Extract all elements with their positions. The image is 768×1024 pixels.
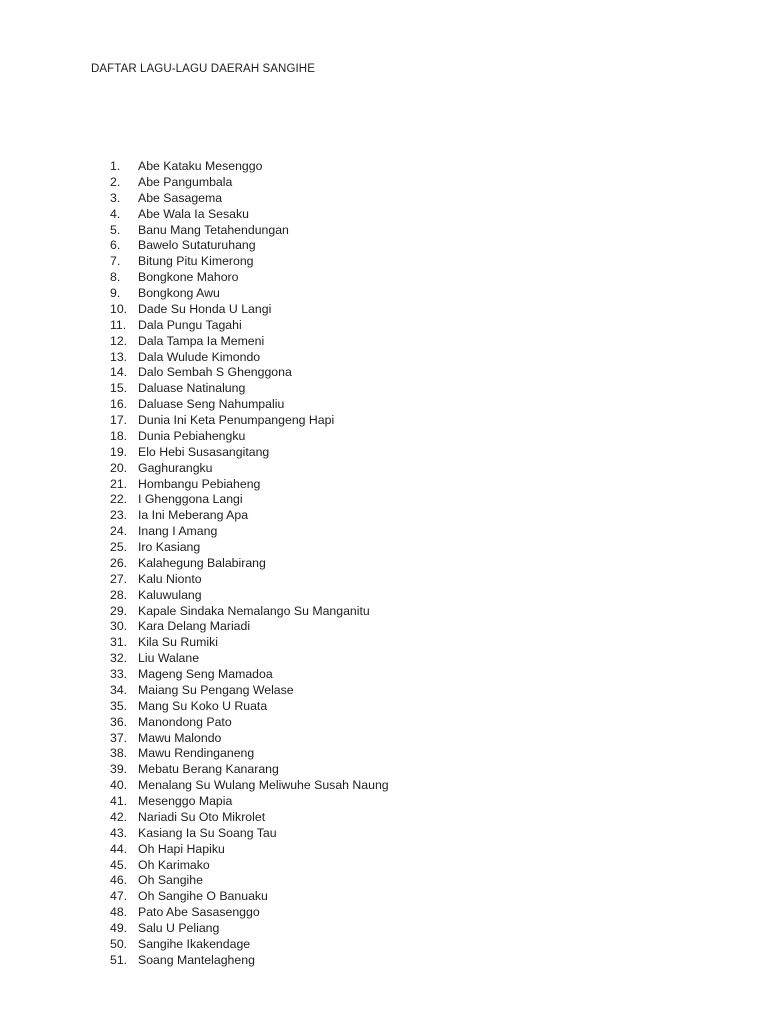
- song-title: Inang I Amang: [138, 524, 218, 539]
- list-item-number: 9.: [110, 286, 121, 300]
- list-item-number: 11.: [110, 317, 127, 332]
- list-item-number: 33.: [110, 667, 128, 681]
- song-title: Daluase Seng Nahumpaliu: [138, 397, 285, 412]
- list-item: [110, 667, 389, 683]
- list-item: [110, 889, 389, 905]
- list-item: [110, 588, 389, 604]
- song-title: Menalang Su Wulang Meliwuhe Susah Naung: [138, 778, 389, 793]
- list-item-number: 37.: [110, 730, 128, 745]
- song-title: Mesenggo Mapia: [138, 794, 233, 808]
- list-item-number: 10.: [110, 301, 128, 316]
- list-item: [110, 223, 389, 239]
- list-item-number: 13.: [110, 349, 128, 364]
- list-item-number: 23.: [110, 508, 128, 523]
- list-item-number: 44.: [110, 841, 128, 856]
- list-item: [110, 731, 389, 747]
- song-title: Soang Mantelagheng: [138, 952, 255, 967]
- song-title: Kila Su Rumiki: [138, 635, 218, 650]
- list-item: [110, 381, 389, 397]
- song-title: Abe Sasagema: [138, 190, 223, 205]
- song-title: Mawu Malondo: [138, 730, 222, 745]
- list-item-number: 8.: [110, 270, 121, 285]
- list-item-number: 14.: [110, 365, 128, 380]
- document-title: DAFTAR LAGU-LAGU DAERAH SANGIHE: [91, 63, 315, 75]
- list-item-number: 4.: [110, 206, 121, 221]
- song-title: Dunia Pebiahengku: [138, 428, 246, 443]
- list-item: [110, 302, 389, 318]
- list-item: [110, 365, 389, 381]
- list-item: [110, 477, 389, 493]
- list-item-number: 34.: [110, 682, 128, 697]
- song-title: Gaghurangku: [138, 460, 213, 475]
- song-title: Kasiang Ia Su Soang Tau: [138, 825, 277, 840]
- song-list: [110, 159, 389, 969]
- list-item: [110, 937, 389, 953]
- list-item-number: 15.: [110, 381, 128, 396]
- song-title: Oh Sangihe: [138, 873, 203, 888]
- list-item: [110, 572, 389, 588]
- list-item: [110, 445, 389, 461]
- list-item-number: 50.: [110, 936, 128, 951]
- list-item-number: 12.: [110, 333, 128, 348]
- song-title: Kaluwulang: [138, 587, 202, 602]
- list-item-number: 46.: [110, 873, 128, 888]
- song-title: Abe Wala Ia Sesaku: [138, 206, 249, 221]
- list-item: [110, 318, 389, 334]
- list-item-number: 28.: [110, 587, 128, 602]
- song-title: I Ghenggona Langi: [138, 492, 243, 507]
- list-item: [110, 842, 389, 858]
- list-item-number: 7.: [110, 254, 121, 269]
- list-item: [110, 334, 389, 350]
- list-item-number: 2.: [110, 174, 121, 189]
- list-item-number: 32.: [110, 651, 128, 666]
- list-item: [110, 492, 389, 508]
- list-item-number: 42.: [110, 809, 128, 824]
- song-title: Banu Mang Tetahendungan: [138, 222, 289, 237]
- song-title: Oh Hapi Hapiku: [138, 841, 225, 856]
- list-item: [110, 810, 389, 826]
- list-item-number: 5.: [110, 222, 121, 237]
- list-item: [110, 397, 389, 413]
- song-title: Liu Walane: [138, 651, 200, 666]
- list-item: [110, 191, 389, 207]
- list-item: [110, 683, 389, 699]
- song-title: Manondong Pato: [138, 714, 232, 729]
- list-item-number: 40.: [110, 778, 128, 793]
- list-item: [110, 207, 389, 223]
- song-title: Kapale Sindaka Nemalango Su Manganitu: [138, 603, 370, 618]
- song-title: Mang Su Koko U Ruata: [138, 698, 268, 713]
- song-title: Dade Su Honda U Langi: [138, 301, 272, 316]
- list-item-number: 45.: [110, 857, 128, 872]
- list-item-number: 18.: [110, 428, 128, 443]
- list-item-number: 29.: [110, 603, 128, 618]
- list-item-number: 48.: [110, 905, 128, 920]
- list-item-number: 35.: [110, 698, 128, 713]
- list-item-number: 6.: [110, 238, 121, 253]
- list-item: [110, 413, 389, 429]
- song-title: Bawelo Sutaturuhang: [138, 238, 256, 253]
- song-title: Maiang Su Pengang Welase: [138, 682, 294, 697]
- song-title: Ia Ini Meberang Apa: [138, 508, 249, 523]
- list-item-number: 3.: [110, 190, 121, 205]
- song-title: Bitung Pitu Kimerong: [138, 254, 254, 269]
- song-title: Kara Delang Mariadi: [138, 619, 251, 634]
- list-item-number: 49.: [110, 921, 128, 935]
- list-item: [110, 699, 389, 715]
- list-item: [110, 604, 389, 620]
- list-item-number: 1.: [110, 159, 121, 173]
- list-item: [110, 715, 389, 731]
- list-item-number: 30.: [110, 619, 128, 634]
- list-item-number: 27.: [110, 571, 128, 586]
- list-item: [110, 921, 389, 937]
- list-item: [110, 175, 389, 191]
- song-title: Pato Abe Sasasenggo: [138, 905, 260, 920]
- list-item: [110, 540, 389, 556]
- list-item-number: 51.: [110, 952, 128, 967]
- song-title: Bongkone Mahoro: [138, 270, 239, 285]
- list-item-number: 43.: [110, 825, 128, 840]
- list-item: [110, 762, 389, 778]
- list-item-number: 22.: [110, 492, 128, 507]
- list-item-number: 16.: [110, 397, 128, 412]
- list-item: [110, 635, 389, 651]
- list-item-number: 20.: [110, 460, 128, 475]
- song-title: Dala Wulude Kimondo: [138, 349, 261, 364]
- list-item: [110, 270, 389, 286]
- list-item: [110, 556, 389, 572]
- list-item: [110, 826, 389, 842]
- song-title: Dalo Sembah S Ghenggona: [138, 365, 292, 380]
- list-item: [110, 651, 389, 667]
- list-item: [110, 524, 389, 540]
- list-item: [110, 429, 389, 445]
- song-title: Oh Sangihe O Banuaku: [138, 889, 268, 904]
- list-item-number: 25.: [110, 540, 128, 554]
- song-title: Elo Hebi Susasangitang: [138, 444, 270, 459]
- song-title: Abe Pangumbala: [138, 174, 233, 189]
- list-item: [110, 778, 389, 794]
- song-title: Nariadi Su Oto Mikrolet: [138, 809, 266, 824]
- list-item: [110, 858, 389, 874]
- list-item: [110, 508, 389, 524]
- list-item-number: 36.: [110, 714, 128, 729]
- list-item-number: 21.: [110, 476, 128, 491]
- list-item: [110, 238, 389, 254]
- list-item: [110, 873, 389, 889]
- song-title: Sangihe Ikakendage: [138, 936, 251, 951]
- list-item-number: 39.: [110, 762, 128, 777]
- list-item: [110, 350, 389, 366]
- song-title: Mawu Rendinganeng: [138, 746, 255, 761]
- list-item: [110, 794, 389, 810]
- list-item-number: 17.: [110, 413, 128, 427]
- song-title: Oh Karimako: [138, 857, 210, 872]
- song-title: Iro Kasiang: [138, 540, 201, 554]
- song-title: Abe Kataku Mesenggo: [138, 159, 263, 173]
- list-item-number: 47.: [110, 889, 128, 904]
- list-item-number: 31.: [110, 635, 128, 650]
- list-item-number: 19.: [110, 444, 128, 459]
- list-item: [110, 905, 389, 921]
- song-title: Dunia Ini Keta Penumpangeng Hapi: [138, 413, 335, 427]
- song-title: Kalahegung Balabirang: [138, 555, 266, 570]
- song-title: Dala Pungu Tagahi: [138, 317, 242, 332]
- song-title: Hombangu Pebiaheng: [138, 476, 261, 491]
- list-item: [110, 746, 389, 762]
- list-item: [110, 619, 389, 635]
- list-item-number: 41.: [110, 794, 128, 808]
- list-item-number: 38.: [110, 746, 128, 761]
- list-item-number: 26.: [110, 555, 128, 570]
- song-title: Mebatu Berang Kanarang: [138, 762, 279, 777]
- song-title: Daluase Natinalung: [138, 381, 246, 396]
- song-title: Bongkong Awu: [138, 286, 220, 300]
- song-title: Mageng Seng Mamadoa: [138, 667, 273, 681]
- song-title: Kalu Nionto: [138, 571, 202, 586]
- song-title: Dala Tampa Ia Memeni: [138, 333, 265, 348]
- list-item-number: 24.: [110, 524, 128, 539]
- song-title: Salu U Peliang: [138, 921, 220, 935]
- list-item: [110, 159, 389, 175]
- list-item: [110, 286, 389, 302]
- list-item: [110, 254, 389, 270]
- list-item: [110, 953, 389, 969]
- list-item: [110, 461, 389, 477]
